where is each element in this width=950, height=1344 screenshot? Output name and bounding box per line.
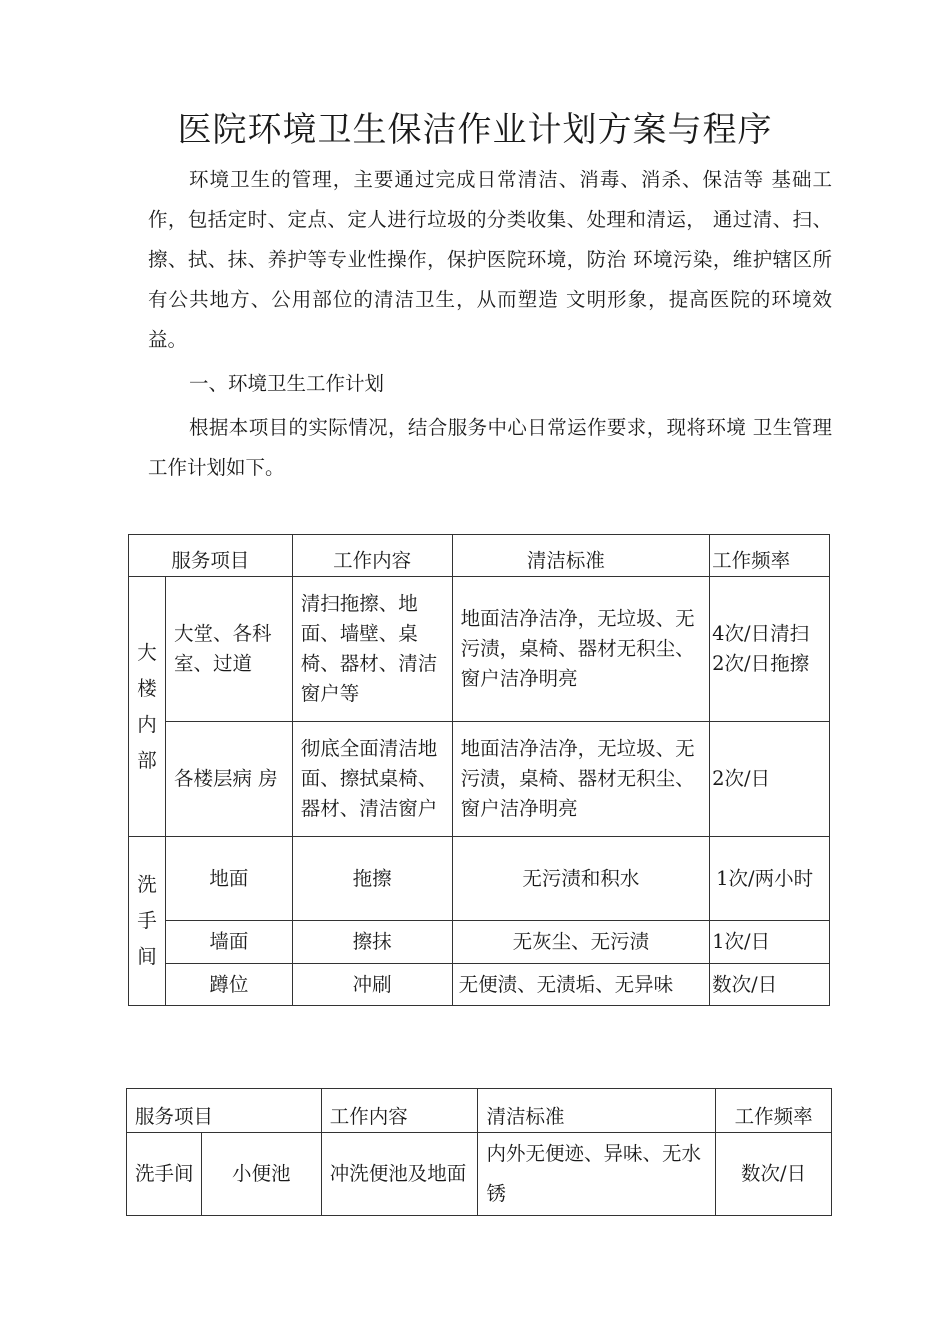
cell-content: 清扫拖擦、地面、墙壁、桌椅、器材、清洁窗户等 [292, 577, 452, 722]
table-row [129, 964, 830, 1006]
table-row [127, 1133, 832, 1216]
cell-standard: 地面洁净洁净，无垃圾、无污渍，桌椅、器材无积尘、窗户洁净明亮 [452, 577, 710, 722]
cell-content: 冲刷 [292, 964, 452, 1006]
cell-item: 墙面 [165, 921, 292, 964]
cell-content: 彻底全面清洁地面、擦拭桌椅、器材、清洁窗户 [292, 722, 452, 837]
cleaning-plan-table-continued [126, 1088, 832, 1216]
table-header-row [129, 535, 830, 577]
header-frequency: 工作频率 [710, 535, 830, 577]
group-label-washroom: 洗手间 [129, 837, 166, 1006]
cell-frequency: 1次/日 [710, 921, 830, 964]
cell-standard: 无便渍、无渍垢、无异味 [452, 964, 710, 1006]
header-service: 服务项目 [127, 1089, 322, 1133]
cell-standard: 无灰尘、无污渍 [452, 921, 710, 964]
header-standard: 清洁标准 [452, 535, 710, 577]
cell-standard: 无污渍和积水 [452, 837, 710, 921]
cell-frequency: 1次/两小时 [710, 837, 830, 921]
header-content: 工作内容 [292, 535, 452, 577]
table-row [129, 577, 830, 722]
cell-item: 各楼层病 房 [165, 722, 292, 837]
section-heading: 一、环境卫生工作计划 [189, 372, 385, 395]
cell-frequency: 2次/日 [710, 722, 830, 837]
cell-group: 洗手间 [127, 1133, 202, 1216]
header-standard: 清洁标准 [478, 1089, 716, 1133]
cell-item: 大堂、各科室、过道 [165, 577, 292, 722]
table-row [129, 921, 830, 964]
cell-frequency: 数次/日 [710, 964, 830, 1006]
document-title: 医院环境卫生保洁作业计划方案与程序 [177, 110, 773, 150]
cell-item: 小便池 [201, 1133, 321, 1216]
table-header-row [127, 1089, 832, 1133]
header-service: 服务项目 [129, 535, 293, 577]
cell-item: 地面 [165, 837, 292, 921]
table-row [129, 722, 830, 837]
cell-standard: 地面洁净洁净，无垃圾、无污渍，桌椅、器材无积尘、窗户洁净明亮 [452, 722, 710, 837]
table-row [129, 837, 830, 921]
header-content: 工作内容 [321, 1089, 478, 1133]
cell-item: 蹲位 [165, 964, 292, 1006]
cell-frequency: 数次/日 [716, 1133, 832, 1216]
cell-content: 冲洗便池及地面 [321, 1133, 478, 1216]
section-paragraph: 根据本项目的实际情况，结合服务中心日常运作要求，现将环境 卫生管理工作计划如下。 [148, 416, 832, 479]
intro-paragraph: 环境卫生的管理，主要通过完成日常清洁、消毒、消杀、保洁等 基础工作，包括定时、定点、定人进行垃圾的分类收集、处理和清运， 通过清、扫、擦、拭、抹、养护等专业性操作，保护医院环境，防治 环境污染，维护辖区所有公共地方、公用部位的清洁卫生，从而塑造 文明形象，提高医院的环境效益。 [148, 168, 832, 351]
cell-content: 擦抹 [292, 921, 452, 964]
cell-content: 拖擦 [292, 837, 452, 921]
group-label-building: 大楼内部 [129, 577, 166, 837]
cleaning-plan-table [128, 534, 830, 1006]
header-frequency: 工作频率 [716, 1089, 832, 1133]
cell-standard: 内外无便迹、异味、无水锈 [478, 1133, 716, 1216]
cell-frequency: 4次/日清扫 2次/日拖擦 [710, 577, 830, 722]
